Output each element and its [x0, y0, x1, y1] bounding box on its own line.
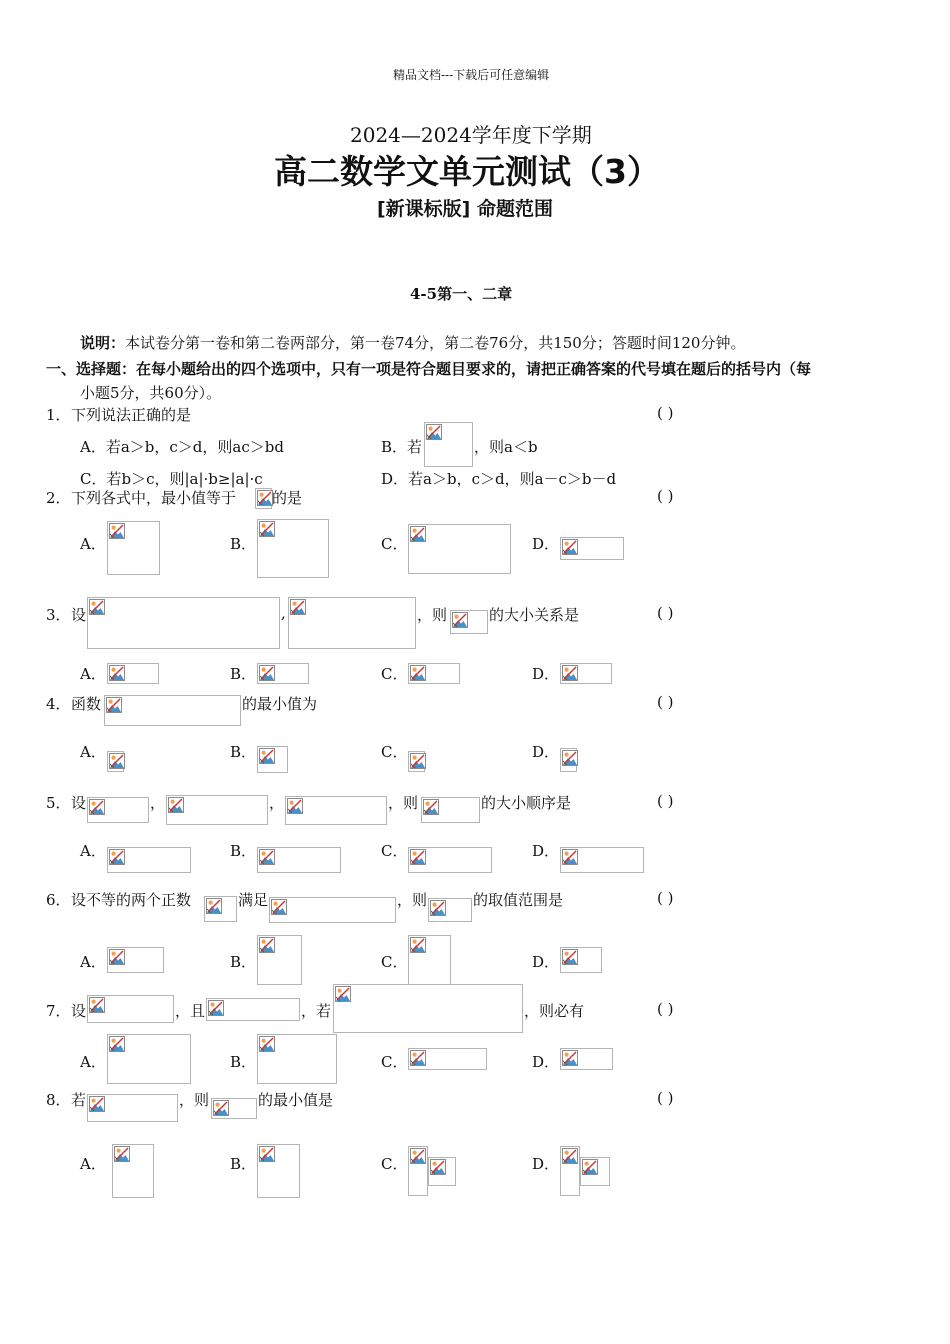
broken-image-icon: [560, 947, 602, 973]
broken-image-icon: [428, 1157, 456, 1186]
broken-image-icon: [288, 597, 416, 649]
broken-image-icon: [87, 1094, 178, 1122]
broken-image-icon: [257, 1034, 337, 1084]
broken-image-icon: [257, 935, 302, 985]
broken-image-icon: [107, 947, 164, 973]
header-note: 精品文档---下载后可任意编辑: [393, 68, 550, 82]
q1-option-b-suffix: ，则a＜b: [474, 438, 538, 456]
q5-stem-b: ，: [150, 794, 166, 812]
q8-option-c-label: C．: [381, 1155, 408, 1173]
q8-option-d-label: D．: [532, 1155, 560, 1173]
q1-option-a: A．若a＞b，c＞d，则ac＞bd: [80, 438, 284, 456]
q5-stem-e: 的大小顺序是: [481, 794, 572, 812]
broken-image-icon: [408, 663, 460, 684]
q5-option-a-label: A．: [80, 842, 106, 860]
q1-number: 1．: [46, 406, 71, 424]
page-title: 高二数学文单元测试（3）: [274, 152, 660, 191]
q4-option-b-label: B．: [230, 743, 257, 761]
intro-text: 本试卷分第一卷和第二卷两部分，第一卷74分，第二卷76分，共150分；答题时间120分钟。: [125, 334, 746, 352]
broken-image-icon: [211, 1098, 257, 1119]
broken-image-icon: [424, 422, 473, 467]
broken-image-icon: [408, 524, 511, 574]
q8-stem-a: 若: [71, 1091, 87, 1109]
q6-stem-c: ，则: [397, 891, 428, 909]
q3-stem-c: ，则: [417, 606, 448, 624]
broken-image-icon: [450, 610, 488, 634]
q4-option-d-label: D．: [532, 743, 560, 761]
q7-stem-d: ，则必有: [524, 1002, 585, 1020]
q6-stem-d: 的取值范围是: [473, 891, 564, 909]
broken-image-icon: [107, 1034, 191, 1084]
q4-stem-b: 的最小值为: [242, 695, 318, 713]
q4-option-a-label: A．: [80, 743, 106, 761]
q4-stem-a: 函数: [71, 695, 102, 713]
q6-stem-a: 设不等的两个正数: [71, 891, 192, 909]
q6-option-c-label: C．: [381, 953, 408, 971]
q2-stem-b: 的是: [272, 489, 303, 507]
page-subtitle: [新课标版] 命题范围: [377, 198, 553, 220]
section-heading-line1: 一、选择题：在每小题给出的四个选项中，只有一项是符合题目要求的，请把正确答案的代号填在题后的括号内（每: [46, 360, 812, 378]
q3-option-d-label: D．: [532, 665, 560, 683]
broken-image-icon: [112, 1144, 154, 1198]
q8-number: 8．: [46, 1091, 71, 1109]
broken-image-icon: [560, 847, 644, 873]
broken-image-icon: [269, 897, 396, 923]
broken-image-icon: [206, 998, 300, 1021]
q3-stem-b: ,: [281, 604, 286, 622]
year-line: 2024—2024学年度下学期: [350, 123, 592, 147]
q8-answer-paren: ( ): [657, 1089, 674, 1107]
broken-image-icon: [560, 748, 577, 772]
q5-number: 5．: [46, 794, 71, 812]
q2-number: 2．: [46, 489, 71, 507]
q2-answer-paren: ( ): [657, 487, 674, 505]
broken-image-icon: [104, 695, 241, 726]
broken-image-icon: [408, 847, 492, 873]
q7-answer-paren: ( ): [657, 1000, 674, 1018]
q7-stem-b: ，且: [175, 1002, 206, 1020]
q2-option-a-label: A．: [80, 535, 106, 553]
q6-option-a-label: A．: [80, 953, 106, 971]
q2-stem-a: 下列各式中，最小值等于: [71, 489, 237, 507]
broken-image-icon: [408, 1146, 428, 1196]
q1-option-b-prefix: B．若: [381, 438, 423, 456]
q5-stem-c: ，: [269, 794, 285, 812]
q5-stem-a: 设: [71, 794, 87, 812]
broken-image-icon: [560, 663, 612, 684]
q8-option-a-label: A．: [80, 1155, 106, 1173]
q4-option-c-label: C．: [381, 743, 408, 761]
q6-option-b-label: B．: [230, 953, 257, 971]
intro-line: [80, 332, 745, 353]
q7-option-c-label: C．: [381, 1053, 408, 1071]
broken-image-icon: [87, 995, 174, 1023]
broken-image-icon: [257, 519, 329, 578]
q4-answer-paren: ( ): [657, 693, 674, 711]
broken-image-icon: [87, 597, 280, 649]
broken-image-icon: [107, 847, 191, 873]
broken-image-icon: [421, 797, 480, 823]
q1-answer-paren: ( ): [657, 404, 674, 422]
broken-image-icon: [257, 847, 341, 873]
q2-option-b-label: B．: [230, 535, 257, 553]
q5-option-c-label: C．: [381, 842, 408, 860]
q1-option-c: C．若b＞c，则|a|·b≥|a|·c: [80, 470, 263, 488]
broken-image-icon: [107, 751, 124, 772]
broken-image-icon: [107, 521, 160, 575]
q3-number: 3．: [46, 606, 71, 624]
q6-stem-b: 满足: [238, 891, 269, 909]
broken-image-icon: [257, 663, 309, 684]
broken-image-icon: [560, 1048, 613, 1070]
q7-number: 7．: [46, 1002, 71, 1020]
broken-image-icon: [408, 1048, 487, 1070]
q1-option-d: D．若a＞b，c＞d，则a－c＞b－d: [381, 470, 617, 488]
q1-stem: 下列说法正确的是: [71, 406, 192, 424]
broken-image-icon: [204, 896, 237, 922]
q8-stem-c: 的最小值是: [258, 1091, 334, 1109]
q6-number: 6．: [46, 891, 71, 909]
q7-stem-c: ，若: [301, 1002, 332, 1020]
q7-stem-a: 设: [71, 1002, 87, 1020]
q8-stem-b: ，则: [179, 1091, 210, 1109]
q3-stem-a: 设: [71, 606, 87, 624]
broken-image-icon: [580, 1157, 610, 1186]
broken-image-icon: [333, 984, 523, 1033]
q3-option-a-label: A．: [80, 665, 106, 683]
chapter-heading: 4-5第一、二章: [410, 285, 513, 303]
broken-image-icon: [285, 796, 387, 825]
broken-image-icon: [560, 1146, 580, 1196]
q3-stem-d: 的大小关系是: [489, 606, 580, 624]
q3-answer-paren: ( ): [657, 604, 674, 622]
broken-image-icon: [408, 751, 425, 772]
broken-image-icon: [428, 898, 472, 922]
broken-image-icon: [257, 746, 288, 773]
q2-option-d-label: D．: [532, 535, 560, 553]
broken-image-icon: [408, 935, 451, 985]
q2-option-c-label: C．: [381, 535, 408, 553]
broken-image-icon: [560, 537, 624, 560]
broken-image-icon: [87, 797, 149, 823]
q7-option-d-label: D．: [532, 1053, 560, 1071]
intro-label: 说明：: [80, 334, 126, 352]
q3-option-c-label: C．: [381, 665, 408, 683]
broken-image-icon: [107, 663, 159, 684]
q3-option-b-label: B．: [230, 665, 257, 683]
q7-option-b-label: B．: [230, 1053, 257, 1071]
section-heading-line2: 小题5分，共60分）。: [80, 384, 222, 402]
q5-option-b-label: B．: [230, 842, 257, 860]
q7-option-a-label: A．: [80, 1053, 106, 1071]
q5-answer-paren: ( ): [657, 792, 674, 810]
broken-image-icon: [166, 795, 268, 825]
broken-image-icon: [257, 1144, 300, 1198]
broken-image-icon: [255, 488, 272, 509]
q5-option-d-label: D．: [532, 842, 560, 860]
q4-number: 4．: [46, 695, 71, 713]
q6-answer-paren: ( ): [657, 889, 674, 907]
q6-option-d-label: D．: [532, 953, 560, 971]
q8-option-b-label: B．: [230, 1155, 257, 1173]
q5-stem-d: ，则: [388, 794, 419, 812]
